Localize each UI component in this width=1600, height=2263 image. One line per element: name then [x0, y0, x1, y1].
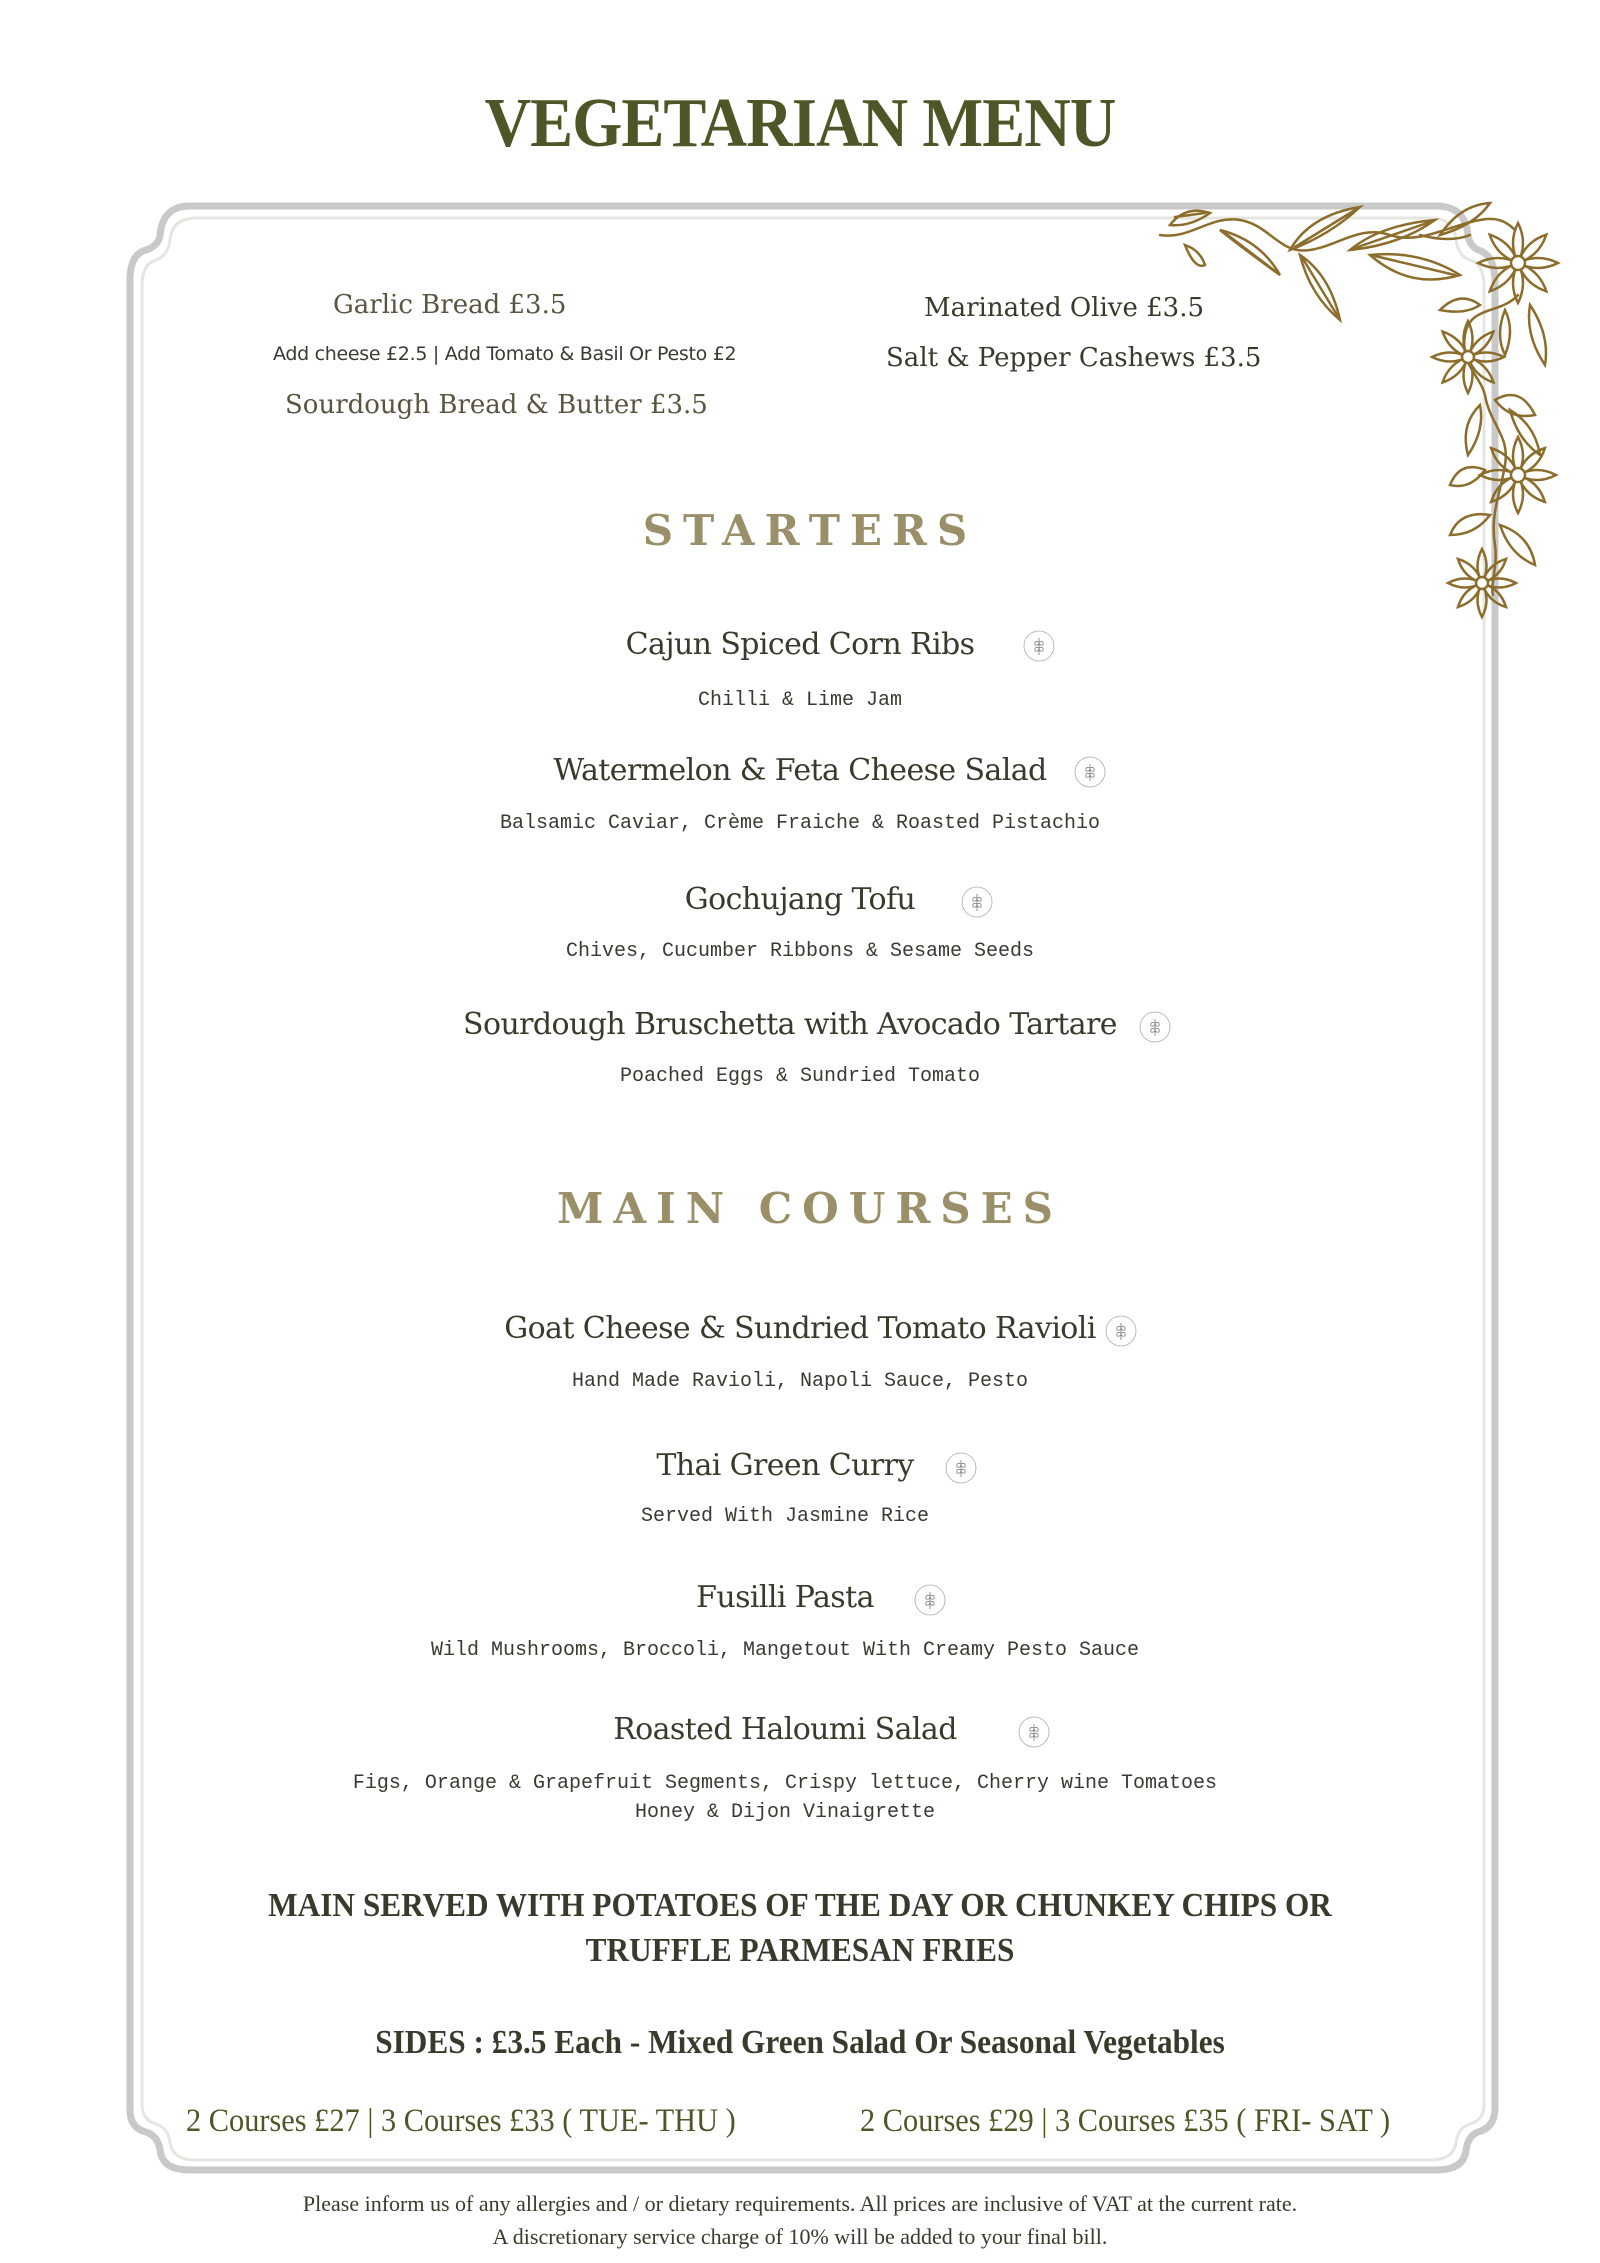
gluten-free-icon — [944, 1451, 978, 1485]
dish-name: Watermelon & Feta Cheese Salad — [553, 753, 1047, 788]
section-heading-starters: STARTERS — [642, 506, 978, 555]
dish-description: Chilli & Lime Jam — [697, 689, 903, 712]
dish-description-line2: Honey & Dijon Vinaigrette — [634, 1801, 936, 1824]
nibble-addons: Add cheese £2.5 | Add Tomato & Basil Or Pesto £2 — [273, 343, 737, 365]
page-title: VEGETARIAN MENU — [484, 85, 1116, 162]
dish-name: Roasted Haloumi Salad — [613, 1712, 957, 1747]
gluten-free-icon — [1104, 1314, 1138, 1348]
gluten-free-icon — [960, 885, 994, 919]
gluten-free-icon — [1017, 1715, 1051, 1749]
dish-description: Served With Jasmine Rice — [640, 1505, 930, 1528]
dish-name: Sourdough Bruschetta with Avocado Tartare — [463, 1007, 1117, 1042]
service-charge-notice: A discretionary service charge of 10% will be added to your final bill. — [492, 2224, 1108, 2249]
sides-note: SIDES : £3.5 Each - Mixed Green Salad Or Seasonal Vegetables — [375, 2024, 1225, 2061]
dish-description: Chives, Cucumber Ribbons & Sesame Seeds — [565, 940, 1035, 963]
main-served-note-line1: MAIN SERVED WITH POTATOES OF THE DAY OR CHUNKEY CHIPS OR — [268, 1887, 1332, 1924]
gluten-free-icon — [1022, 629, 1056, 663]
weekday-pricing: 2 Courses £27 | 3 Courses £33 ( TUE- THU ) — [186, 2103, 736, 2139]
dish-description: Wild Mushrooms, Broccoli, Mangetout With Creamy Pesto Sauce — [430, 1639, 1140, 1662]
dish-name: Goat Cheese & Sundried Tomato Ravioli — [504, 1311, 1096, 1346]
gluten-free-icon — [1138, 1010, 1172, 1044]
gluten-free-icon — [913, 1583, 947, 1617]
gluten-free-icon — [1073, 755, 1107, 789]
nibble-cashews: Salt & Pepper Cashews £3.5 — [886, 343, 1262, 373]
dish-description: Hand Made Ravioli, Napoli Sauce, Pesto — [571, 1370, 1029, 1393]
dish-name: Gochujang Tofu — [684, 882, 916, 917]
dish-description: Poached Eggs & Sundried Tomato — [619, 1065, 981, 1088]
allergy-notice: Please inform us of any allergies and / or dietary requirements. All prices are inclusive of VAT at the current rate. — [302, 2191, 1298, 2216]
dish-name: Thai Green Curry — [656, 1448, 914, 1483]
dish-name: Fusilli Pasta — [696, 1580, 874, 1615]
nibble-marinated-olive: Marinated Olive £3.5 — [924, 293, 1205, 323]
section-heading-main-courses: MAIN COURSES — [557, 1184, 1063, 1233]
dish-name: Cajun Spiced Corn Ribs — [625, 627, 975, 662]
dish-description: Balsamic Caviar, Crème Fraiche & Roasted Pistachio — [499, 812, 1101, 835]
nibble-sourdough-bread: Sourdough Bread & Butter £3.5 — [285, 390, 708, 420]
floral-corner-ornament — [1150, 195, 1570, 645]
nibble-garlic-bread: Garlic Bread £3.5 — [333, 290, 567, 320]
weekend-pricing: 2 Courses £29 | 3 Courses £35 ( FRI- SAT ) — [860, 2103, 1391, 2139]
dish-description: Figs, Orange & Grapefruit Segments, Crispy lettuce, Cherry wine Tomatoes — [352, 1772, 1218, 1795]
main-served-note-line2: TRUFFLE PARMESAN FRIES — [585, 1932, 1015, 1969]
